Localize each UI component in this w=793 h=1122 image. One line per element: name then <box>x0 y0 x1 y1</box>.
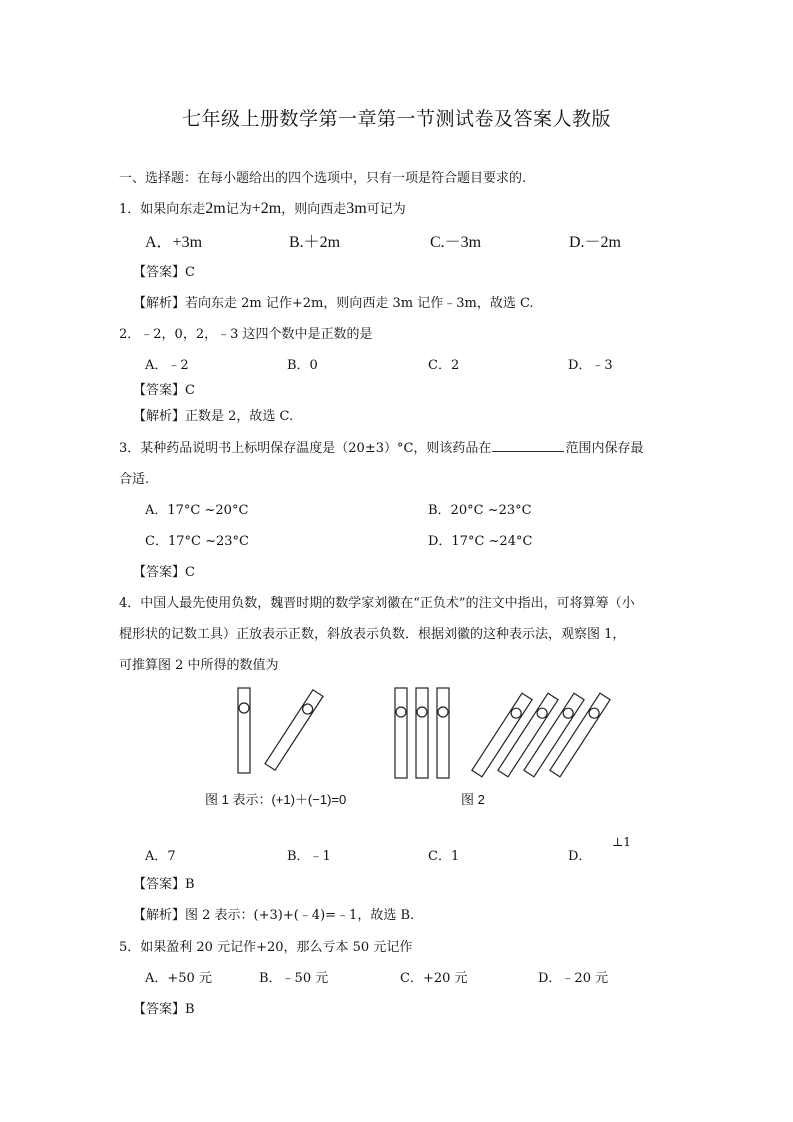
q5-answer: 【答案】B <box>133 1002 195 1017</box>
question-4-stem-line2: 棍形状的记数工具）正放表示正数，斜放表示负数．根据刘徽的这种表示法，观察图 1， <box>119 627 626 642</box>
fill-in-blank <box>492 439 564 452</box>
q2-option-a: A．﹣2 <box>145 358 189 373</box>
upright-rod <box>416 688 428 778</box>
q2-option-d: D．﹣3 <box>568 358 613 373</box>
page-title: 七年级上册数学第一章第一节测试卷及答案人教版 <box>181 108 611 130</box>
question-3-stem <box>119 437 643 456</box>
q1-answer: 【答案】C <box>133 265 195 280</box>
q3-stem-pre: 3．某种药品说明书上标明保存温度是（20±3）°C，则该药品在 <box>119 441 492 456</box>
q1-stem-post: 可记为 <box>366 202 406 217</box>
rod-marker-circle <box>239 703 249 713</box>
q3-option-a: A．17°C ~20°C <box>145 503 249 518</box>
q1-analysis: 【解析】若向东走 2m 记作+2m，则向西走 3m 记作﹣3m，故选 C. <box>133 296 534 311</box>
slanted-rod <box>265 690 323 770</box>
figure-1-caption: 图 1 表示：(+1)＋(−1)=0 <box>205 792 347 807</box>
q4-analysis: 【解析】图 2 表示：(+3)+(﹣4)=﹣1，故选 B. <box>133 908 415 923</box>
upright-rod <box>437 688 449 778</box>
q1-stem-mid: 记为 <box>225 202 252 217</box>
upright-rod <box>238 688 250 773</box>
upright-rod <box>395 688 407 778</box>
q2-option-b: B．0 <box>287 358 318 373</box>
q4-answer: 【答案】B <box>133 877 195 892</box>
section-instructions: 一、选择题：在每小题给出的四个选项中，只有一项是符合题目要求的. <box>119 171 527 186</box>
figure-2-caption: 图 2 <box>461 792 485 807</box>
q3-stem-post: 范围内保存最 <box>565 441 644 456</box>
q3-option-d: D．17°C ~24°C <box>428 534 533 549</box>
question-4-stem-line3: 可推算图 2 中所得的数值为 <box>119 658 279 673</box>
q5-option-c: C．+20 元 <box>400 971 468 986</box>
q5-option-a: A．+50 元 <box>145 971 212 986</box>
q1-option-c: C.－3m <box>430 234 482 251</box>
q5-option-d: D．﹣20 元 <box>538 971 609 986</box>
q4-option-b: B．﹣1 <box>287 849 331 864</box>
q3-option-b: B．20°C ~23°C <box>428 503 532 518</box>
question-2-stem: 2．﹣2，0，2，﹣3 这四个数中是正数的是 <box>119 327 373 342</box>
q1-stem-plus2m: +2m <box>251 200 282 217</box>
q1-stem-2m: 2m <box>205 200 226 217</box>
q4-option-d-extra: ⊥1 <box>612 835 631 849</box>
rod-marker-circle <box>417 707 427 717</box>
rod-marker-circle <box>396 707 406 717</box>
q2-answer: 【答案】C <box>133 383 195 398</box>
q1-stem-3m: 3m <box>346 200 367 217</box>
q1-stem-mid2: ，则向西走 <box>281 202 347 217</box>
q4-option-c: C．1 <box>428 849 460 864</box>
question-1-stem <box>119 198 406 218</box>
q4-option-d: D． <box>568 849 592 864</box>
rod-marker-circle <box>438 707 448 717</box>
q3-answer: 【答案】C <box>133 565 195 580</box>
q3-option-c: C．17°C ~23°C <box>145 534 249 549</box>
q1-stem-pre: 1．如果向东走 <box>119 202 206 217</box>
q2-option-c: C．2 <box>428 358 460 373</box>
q2-analysis: 【解析】正数是 2，故选 C. <box>133 409 294 424</box>
q3-stem-line2: 合适. <box>119 472 150 487</box>
q5-option-b: B．﹣50 元 <box>259 971 329 986</box>
q1-option-b: B.＋2m <box>289 234 341 251</box>
question-5-stem: 5．如果盈利 20 元记作+20，那么亏本 50 元记作 <box>119 940 413 955</box>
counting-rods-figure <box>200 680 620 780</box>
question-4-stem-line1: 4．中国人最先使用负数，魏晋时期的数学家刘徽在“正负术”的注文中指出，可将算筹（小 <box>119 596 635 611</box>
q4-option-a: A．7 <box>145 849 176 864</box>
q1-option-d: D.－2m <box>569 234 622 251</box>
q1-option-a: A．+3m <box>145 234 203 251</box>
